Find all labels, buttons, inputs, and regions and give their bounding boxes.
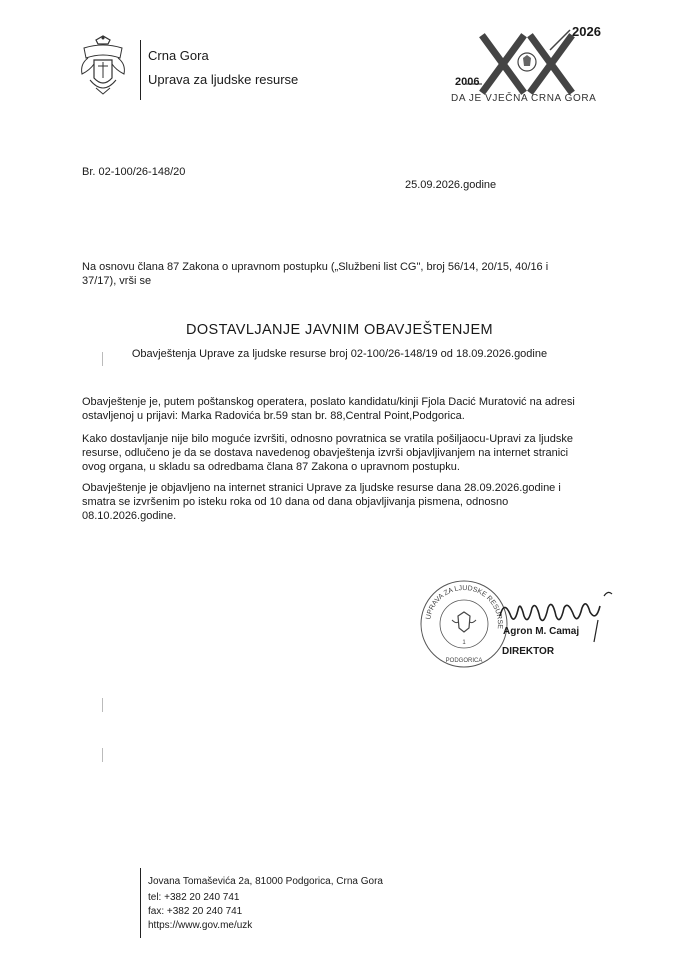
svg-text:UPRAVA ZA LJUDSKE RESURSE: UPRAVA ZA LJUDSKE RESURSE (425, 584, 504, 630)
footer-tel: tel: +382 20 240 741 (148, 892, 240, 903)
svg-text:PODGORICA: PODGORICA (445, 658, 483, 664)
footer-fax: fax: +382 20 240 741 (148, 906, 243, 917)
footer-divider (140, 868, 141, 938)
body-paragraph-1: Obavještenje je, putem poštanskog operatera, poslato kandidatu/kinji Fjola Dacić Muratović na adresi ostavljenoj u prijavi: Marka Radovića br.59 stan br. 88,Central Point,Podgorica. (82, 396, 575, 422)
body-paragraph-3: Obavještenje je objavljeno na internet stranici Uprave za ljudske resurse dana 28.09.2026.godine i smatra se izvršenim po isteku roka od 10 dana od dana objavljivanja pismena, odnosno 08.10.2026.godine. (82, 482, 561, 522)
scan-mark (102, 698, 103, 712)
signatory-title: DIREKTOR (502, 646, 555, 657)
coat-of-arms-icon (76, 34, 130, 98)
scan-mark (102, 352, 103, 366)
svg-text:1: 1 (462, 640, 466, 646)
org-name: Uprava za ljudske resurse (148, 72, 299, 87)
intro-paragraph: Na osnovu člana 87 Zakona o upravnom postupku („Službeni list CG", broj 56/14, 20/15, 40/16 i 37/17), vrši se (82, 261, 549, 287)
document-title: DOSTAVLJANJE JAVNIM OBAVJEŠTENJEM (185, 322, 493, 338)
footer-address: Jovana Tomaševića 2a, 81000 Podgorica, Crna Gora (148, 876, 383, 887)
org-country: Crna Gora (148, 48, 209, 63)
body-paragraph-2: Kako dostavljanje nije bilo moguće izvršiti, odnosno povratnica se vratila pošiljaocu-Upravi za ljudske resurse, odlučeno je da se dostava navedenog obavještenja izvrši objavljivanjem na internet stranici ovog organa, u skladu sa odredbama člana 87 Zakona o upravnom postupku. (82, 433, 573, 473)
reference-number: Br. 02-100/26-148/20 (82, 166, 186, 178)
logo-year-left: 2006 (455, 76, 480, 88)
header-divider (140, 40, 141, 100)
document-subtitle: Obavještenja Uprave za ljudske resurse broj 02-100/26-148/19 od 18.09.2026.godine (131, 348, 548, 360)
logo-tagline: DA JE VJEČNA CRNA GORA (451, 93, 597, 104)
footer-web[interactable]: https://www.gov.me/uzk (148, 920, 253, 931)
document-date: 25.09.2026.godine (405, 179, 497, 191)
signatory-name: Agron M. Camaj (503, 626, 580, 637)
logo-year-right: 2026 (572, 24, 601, 39)
scan-mark (102, 748, 103, 762)
